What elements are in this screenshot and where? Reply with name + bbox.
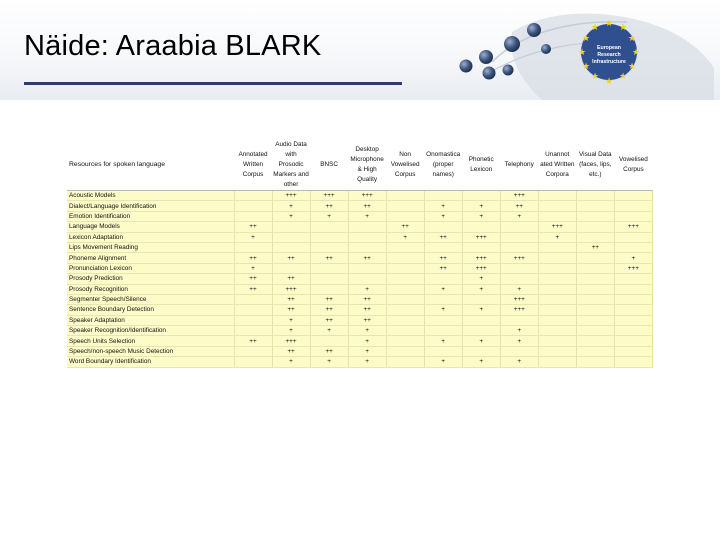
table-cell: ++ — [272, 274, 310, 284]
table-cell: ++ — [310, 315, 348, 325]
table-cell: + — [462, 274, 500, 284]
table-cell — [576, 191, 614, 201]
table-cell — [576, 222, 614, 232]
table-cell: ++ — [234, 274, 272, 284]
table-cell: + — [500, 357, 538, 367]
row-label: Speaker Adaptation — [67, 315, 234, 325]
table-cell — [614, 201, 652, 211]
table-cell — [386, 253, 424, 263]
column-header: Desktop Microphone & High Quality — [348, 140, 386, 191]
table-cell — [614, 336, 652, 346]
table-cell: + — [424, 211, 462, 221]
table-cell — [234, 357, 272, 367]
table-cell — [424, 315, 462, 325]
table-cell — [538, 263, 576, 273]
table-cell: + — [500, 284, 538, 294]
table-cell — [576, 211, 614, 221]
table-cell: ++ — [272, 305, 310, 315]
table-cell — [538, 315, 576, 325]
table-row — [67, 242, 653, 252]
table-cell: + — [272, 326, 310, 336]
table-cell — [348, 232, 386, 242]
table-cell — [462, 242, 500, 252]
table-cell — [424, 294, 462, 304]
svg-text:★: ★ — [618, 72, 628, 82]
table-cell: + — [462, 336, 500, 346]
table-cell: + — [272, 211, 310, 221]
table-cell — [500, 263, 538, 273]
table-cell — [386, 346, 424, 356]
table-cell — [614, 191, 652, 201]
table-row — [67, 315, 653, 325]
table-cell — [424, 222, 462, 232]
column-header-resources: Resources for spoken language — [67, 140, 234, 191]
table-cell — [462, 346, 500, 356]
table-cell — [462, 191, 500, 201]
table-cell — [386, 357, 424, 367]
table-cell: + — [348, 336, 386, 346]
table-cell: ++ — [424, 232, 462, 242]
table-row — [67, 201, 653, 211]
table-cell: ++ — [310, 201, 348, 211]
table-cell — [348, 222, 386, 232]
table-cell: ++ — [234, 284, 272, 294]
table-cell — [500, 315, 538, 325]
table-cell — [614, 346, 652, 356]
svg-text:★: ★ — [581, 62, 591, 72]
table-cell — [462, 326, 500, 336]
table-cell — [538, 294, 576, 304]
row-label: Acoustic Models — [67, 191, 234, 201]
table-cell — [576, 284, 614, 294]
column-header: Non Vowelised Corpus — [386, 140, 424, 191]
table-cell — [614, 326, 652, 336]
table-cell: +++ — [462, 232, 500, 242]
row-label: Word Boundary Identification — [67, 357, 234, 367]
table-row — [67, 211, 653, 221]
table-row — [67, 274, 653, 284]
table-cell: + — [348, 346, 386, 356]
column-header: Unannot ated Written Corpora — [538, 140, 576, 191]
column-header: Vowelised Corpus — [614, 140, 652, 191]
table-cell: + — [500, 211, 538, 221]
table-cell: + — [272, 201, 310, 211]
table-cell — [310, 274, 348, 284]
row-label: Speech/non-speech Music Detection — [67, 346, 234, 356]
table-cell — [538, 201, 576, 211]
table-cell: + — [462, 211, 500, 221]
table-cell — [386, 191, 424, 201]
table-cell — [272, 232, 310, 242]
table-cell: ++ — [272, 253, 310, 263]
table-cell: ++ — [386, 222, 424, 232]
table-row — [67, 284, 653, 294]
title-underline — [24, 82, 402, 85]
row-label: Lexicon Adaptation — [67, 232, 234, 242]
table-cell: ++ — [310, 253, 348, 263]
table-cell: ++ — [272, 294, 310, 304]
table-cell — [576, 305, 614, 315]
table-cell: + — [272, 315, 310, 325]
column-header: Onomastica (proper names) — [424, 140, 462, 191]
header-row — [67, 140, 653, 191]
table-cell — [386, 305, 424, 315]
table-row — [67, 305, 653, 315]
table-cell: +++ — [538, 222, 576, 232]
row-label: Lips Movement Reading — [67, 242, 234, 252]
column-header: Audio Data with Prosodic Markers and other — [272, 140, 310, 191]
table-cell — [576, 201, 614, 211]
svg-text:★: ★ — [590, 72, 600, 82]
table-cell — [386, 284, 424, 294]
table-row — [67, 346, 653, 356]
table-cell — [614, 357, 652, 367]
column-header: Annotated Written Corpus — [234, 140, 272, 191]
row-label: Phoneme Alignment — [67, 253, 234, 263]
table-cell — [310, 284, 348, 294]
table-cell — [386, 274, 424, 284]
table-cell — [614, 315, 652, 325]
table-cell: +++ — [272, 284, 310, 294]
table-cell — [576, 232, 614, 242]
table-cell: + — [462, 284, 500, 294]
column-header: Telephony — [500, 140, 538, 191]
table-cell: + — [348, 357, 386, 367]
table-row — [67, 357, 653, 367]
logo-dot — [479, 50, 493, 64]
row-label: Prosody Prediction — [67, 274, 234, 284]
table-cell: ++ — [234, 253, 272, 263]
logo-dot — [503, 65, 514, 76]
table-cell — [310, 242, 348, 252]
table-cell — [538, 305, 576, 315]
table-cell — [576, 315, 614, 325]
table-cell: ++ — [310, 305, 348, 315]
table-cell: +++ — [272, 191, 310, 201]
table-cell: + — [234, 232, 272, 242]
table-cell: + — [500, 336, 538, 346]
logo-text-line3: Infrastructure — [592, 59, 626, 65]
svg-text:★: ★ — [581, 34, 591, 44]
table-cell — [614, 305, 652, 315]
column-header: Visual Data (faces, lips, etc.) — [576, 140, 614, 191]
table-cell: ++ — [348, 253, 386, 263]
row-label: Language Models — [67, 222, 234, 232]
table-cell — [386, 201, 424, 211]
table-cell — [614, 274, 652, 284]
table-cell — [424, 274, 462, 284]
table-cell: + — [310, 326, 348, 336]
logo-dot — [483, 67, 496, 80]
table-cell — [386, 315, 424, 325]
table-cell: +++ — [500, 294, 538, 304]
table-cell — [272, 263, 310, 273]
table-cell — [272, 242, 310, 252]
table-cell — [234, 346, 272, 356]
svg-text:★: ★ — [627, 34, 637, 44]
table-cell: + — [424, 357, 462, 367]
table-cell: ++ — [234, 336, 272, 346]
table-cell — [614, 284, 652, 294]
table-cell — [576, 253, 614, 263]
table-cell — [614, 242, 652, 252]
table-cell — [234, 315, 272, 325]
table-cell: + — [424, 305, 462, 315]
table-cell: +++ — [462, 263, 500, 273]
table-cell: +++ — [614, 263, 652, 273]
table-cell — [348, 263, 386, 273]
logo-text-line1: European — [597, 45, 621, 51]
table-cell — [538, 284, 576, 294]
column-header: Phonetic Lexicon — [462, 140, 500, 191]
table-cell: + — [272, 357, 310, 367]
table-cell — [576, 294, 614, 304]
row-label: Emotion Identification — [67, 211, 234, 221]
logo-dot — [527, 23, 541, 37]
row-label: Sentence Boundary Detection — [67, 305, 234, 315]
table-cell: + — [348, 211, 386, 221]
svg-text:★: ★ — [618, 23, 628, 33]
table-cell — [234, 242, 272, 252]
table-cell — [386, 336, 424, 346]
table-row — [67, 326, 653, 336]
table-cell: ++ — [500, 201, 538, 211]
table-cell — [500, 274, 538, 284]
table-cell — [538, 346, 576, 356]
svg-text:★: ★ — [627, 62, 637, 72]
table-cell: +++ — [310, 191, 348, 201]
table-cell: +++ — [462, 253, 500, 263]
table-cell: +++ — [348, 191, 386, 201]
table-cell: + — [386, 232, 424, 242]
svg-text:★: ★ — [577, 48, 587, 58]
table-cell: ++ — [348, 294, 386, 304]
table-cell — [386, 242, 424, 252]
table-cell — [462, 222, 500, 232]
table-row — [67, 222, 653, 232]
table-row — [67, 336, 653, 346]
table-cell: +++ — [272, 336, 310, 346]
row-label: Prosody Recognition — [67, 284, 234, 294]
table-cell — [424, 326, 462, 336]
table-cell — [538, 274, 576, 284]
table-cell — [348, 242, 386, 252]
table-cell — [386, 211, 424, 221]
table-cell: + — [462, 201, 500, 211]
table-cell — [538, 357, 576, 367]
row-label: Pronunciation Lexicon — [67, 263, 234, 273]
table-cell: ++ — [424, 263, 462, 273]
svg-text:★: ★ — [604, 77, 614, 87]
european-research-infrastructure-logo — [452, 2, 720, 100]
table-cell — [614, 294, 652, 304]
table-cell — [424, 242, 462, 252]
table-cell — [576, 346, 614, 356]
table-cell — [348, 274, 386, 284]
table-cell — [500, 242, 538, 252]
table-cell: ++ — [348, 201, 386, 211]
table-cell — [424, 191, 462, 201]
table-cell — [234, 294, 272, 304]
table-cell — [576, 274, 614, 284]
table-cell — [538, 336, 576, 346]
table-cell: ++ — [234, 222, 272, 232]
table-cell — [234, 326, 272, 336]
table-cell: + — [348, 284, 386, 294]
slide-title: Näide: Araabia BLARK — [24, 30, 322, 62]
table-cell: + — [424, 336, 462, 346]
table-cell — [538, 326, 576, 336]
table-cell: + — [538, 232, 576, 242]
table-cell: +++ — [500, 253, 538, 263]
svg-text:★: ★ — [590, 23, 600, 33]
column-header: BNSC — [310, 140, 348, 191]
logo-dot — [504, 36, 520, 52]
table-cell: +++ — [500, 191, 538, 201]
table-cell — [310, 232, 348, 242]
table-cell: ++ — [272, 346, 310, 356]
table-cell — [576, 326, 614, 336]
table-cell: + — [462, 357, 500, 367]
table-cell: ++ — [576, 242, 614, 252]
svg-text:★: ★ — [631, 48, 641, 58]
table-cell: ++ — [310, 294, 348, 304]
table-cell — [576, 263, 614, 273]
table-cell — [234, 305, 272, 315]
table-cell — [386, 326, 424, 336]
row-label: Dialect/Language Identification — [67, 201, 234, 211]
table-cell: ++ — [310, 346, 348, 356]
table-cell — [500, 232, 538, 242]
table-cell: + — [348, 326, 386, 336]
table-cell — [500, 346, 538, 356]
row-label: Speaker Recognition/Identification — [67, 326, 234, 336]
table-cell: + — [500, 326, 538, 336]
table-cell: + — [462, 305, 500, 315]
table-cell: + — [310, 211, 348, 221]
table-cell: + — [424, 284, 462, 294]
table-row — [67, 253, 653, 263]
table-cell — [462, 294, 500, 304]
table-cell — [538, 242, 576, 252]
table-row — [67, 191, 653, 201]
table-cell — [500, 222, 538, 232]
table-cell: + — [424, 201, 462, 211]
table-cell — [576, 336, 614, 346]
table-cell — [386, 263, 424, 273]
table-cell — [310, 222, 348, 232]
table-cell — [424, 346, 462, 356]
table-cell: +++ — [614, 222, 652, 232]
table-cell — [234, 211, 272, 221]
table-cell — [234, 191, 272, 201]
table-cell — [386, 294, 424, 304]
table-cell — [234, 201, 272, 211]
table-cell — [310, 336, 348, 346]
table-cell — [538, 253, 576, 263]
table-cell — [272, 222, 310, 232]
resource-matrix — [67, 140, 653, 368]
table-cell — [614, 211, 652, 221]
table-cell: + — [614, 253, 652, 263]
table-cell — [538, 191, 576, 201]
table-row — [67, 232, 653, 242]
table-cell: + — [234, 263, 272, 273]
table-cell: ++ — [348, 315, 386, 325]
table-cell — [614, 232, 652, 242]
logo-text-line2: Research — [597, 52, 621, 58]
blark-resource-table — [67, 140, 653, 388]
table-cell: +++ — [500, 305, 538, 315]
table-cell — [462, 315, 500, 325]
table-cell — [310, 263, 348, 273]
table-cell: ++ — [424, 253, 462, 263]
table-cell — [576, 357, 614, 367]
logo-dot — [460, 60, 473, 73]
svg-text:★: ★ — [604, 19, 614, 29]
table-cell: + — [310, 357, 348, 367]
table-cell — [538, 211, 576, 221]
table-cell: ++ — [348, 305, 386, 315]
row-label: Segmenter Speech/Silence — [67, 294, 234, 304]
logo-dot — [541, 44, 551, 54]
row-label: Speech Units Selection — [67, 336, 234, 346]
table-row — [67, 294, 653, 304]
table-row — [67, 263, 653, 273]
